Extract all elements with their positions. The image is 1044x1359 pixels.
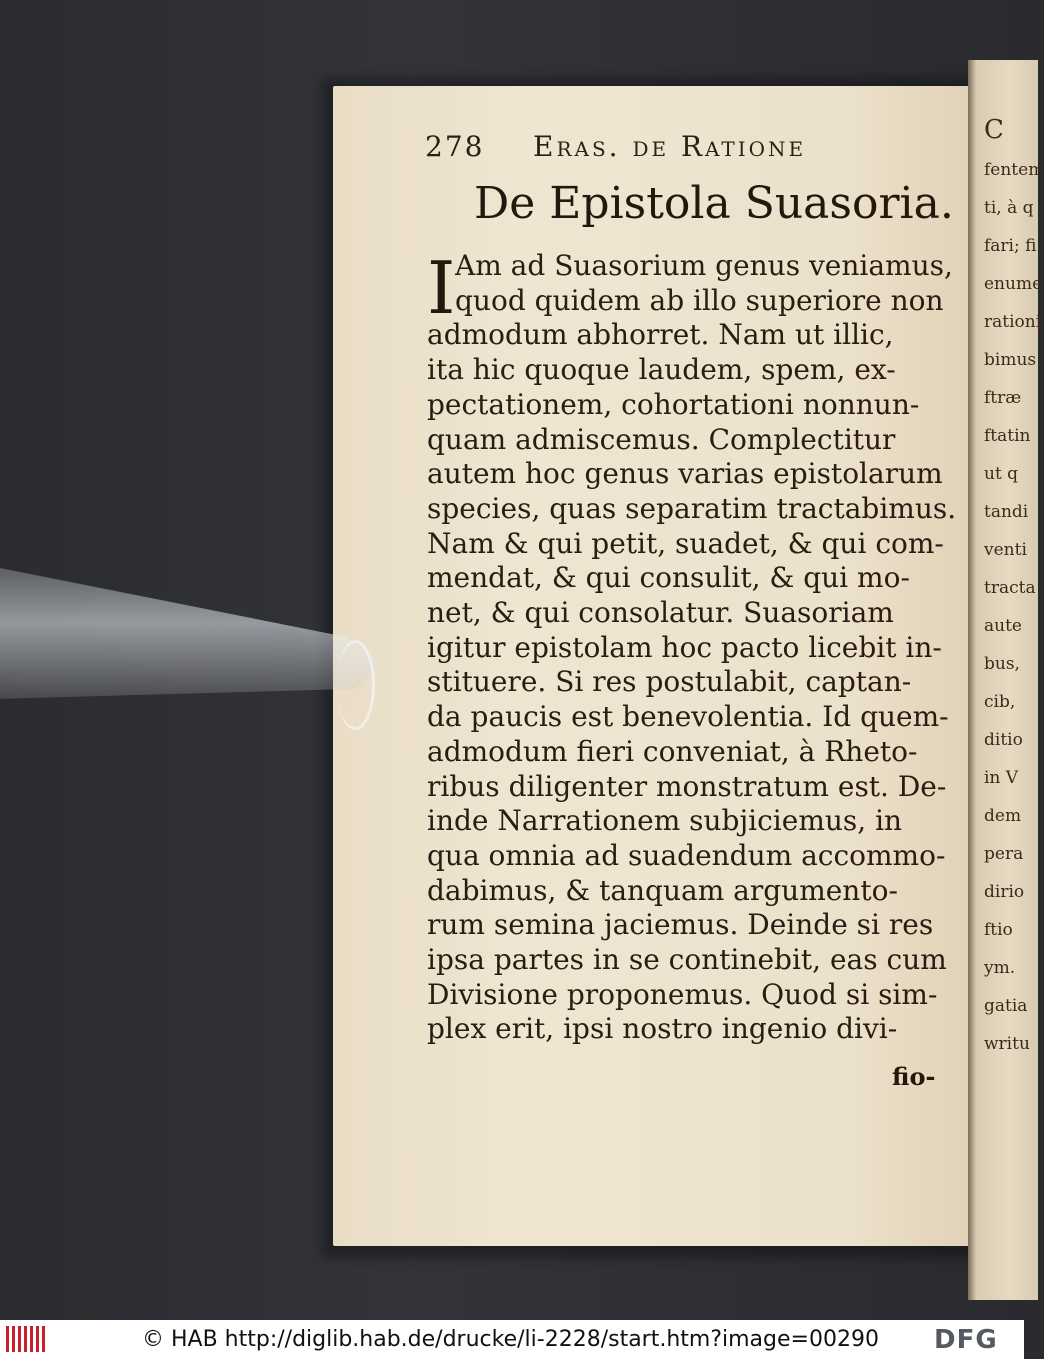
text-line: da paucis est benevolentia. Id quem- [427,700,949,734]
text-line: quam admiscemus. Complectitur [427,422,896,456]
text-line: mendat, & qui consulit, & qui mo- [427,561,910,595]
adjacent-page-fragment: ut q [984,464,1019,484]
adjacent-page-fragment: writu [984,1034,1030,1054]
text-line: plex erit, ipsi nostro ingenio divi- [427,1012,898,1046]
running-head: Eras. de Ratione [533,130,807,163]
adjacent-page-fragment: bimus [984,350,1037,370]
page-number: 278 [425,130,485,163]
adjacent-page-fragment: dem [984,806,1022,826]
text-line: stituere. Si res postulabit, captan- [427,665,912,699]
adjacent-page-fragment: ditio [984,730,1023,750]
hab-logo-icon [6,1326,46,1352]
text-line: Divisione proponemus. Quod si sim- [427,977,938,1011]
adjacent-page-fragment: enume [984,274,1043,294]
adjacent-page-fragment: C [984,115,1004,145]
adjacent-page-fragment: ti, à q [984,198,1034,218]
text-line: inde Narrationem subjiciemus, in [427,804,903,838]
text-line: quod quidem ab illo superiore non [455,283,944,317]
adjacent-page-fragment: aute [984,616,1022,636]
text-line: ribus diligenter monstratum est. De- [427,769,947,803]
adjacent-page-fragment: ftatin [984,426,1031,446]
text-line: rum semina jaciemus. Deinde si res [427,908,934,942]
adjacent-page-fragment: rationi [984,312,1042,332]
adjacent-page-fragment: tandi [984,502,1029,522]
adjacent-page-fragment: ftio [984,920,1013,940]
catchword: fio- [892,1062,936,1091]
adjacent-page-fragment: fentem [984,160,1044,180]
text-line: net, & qui consolatur. Suasoriam [427,596,894,629]
chapter-title: De Epistola Suasoria. [474,178,954,229]
adjacent-page-fragment: gatia [984,996,1028,1016]
copyright-link[interactable]: © HAB http://diglib.hab.de/drucke/li-2228/start.htm?image=00290 [142,1327,879,1352]
adjacent-page-fragment: in V [984,768,1019,788]
adjacent-page-fragment: venti [984,540,1027,560]
text-line: species, quas separatim tractabimus. [427,491,957,525]
adjacent-page-fragment: tracta [984,578,1036,598]
text-line: ipsa partes in se continebit, eas cum [427,943,947,976]
adjacent-page [968,60,1044,1300]
text-line: Am ad Suasorium genus veniamus, [455,249,953,282]
text-line: dabimus, & tanquam argumento- [427,873,898,907]
glass-pointer-tip [336,640,375,730]
dfg-logo: DFG [934,1325,998,1355]
text-line: igitur epistolam hoc pacto licebit in- [427,630,942,664]
text-line: admodum abhorret. Nam ut illic, [427,318,894,352]
text-line: autem hoc genus varias epistolarum [427,457,943,491]
adjacent-page-fragment: bus, [984,654,1020,674]
footer-bar [0,1320,1024,1359]
adjacent-page-fragment: ym. [984,958,1016,978]
adjacent-page-fragment: dirio [984,882,1025,902]
drop-cap: I [427,246,456,330]
adjacent-page-fragment: ftræ [984,388,1022,408]
adjacent-page-fragment: cib, [984,692,1016,712]
text-line: Nam & qui petit, suadet, & qui com- [427,526,944,560]
text-line: pectationem, cohortationi nonnun- [427,387,920,421]
page-header [425,130,865,166]
text-line: admodum fieri conveniat, à Rheto- [427,734,918,768]
adjacent-page-fragment: pera [984,844,1024,864]
text-line: ita hic quoque laudem, spem, ex- [427,353,896,387]
text-line: qua omnia ad suadendum accommo- [427,838,946,872]
adjacent-page-fragment: fari; fi [984,236,1037,256]
